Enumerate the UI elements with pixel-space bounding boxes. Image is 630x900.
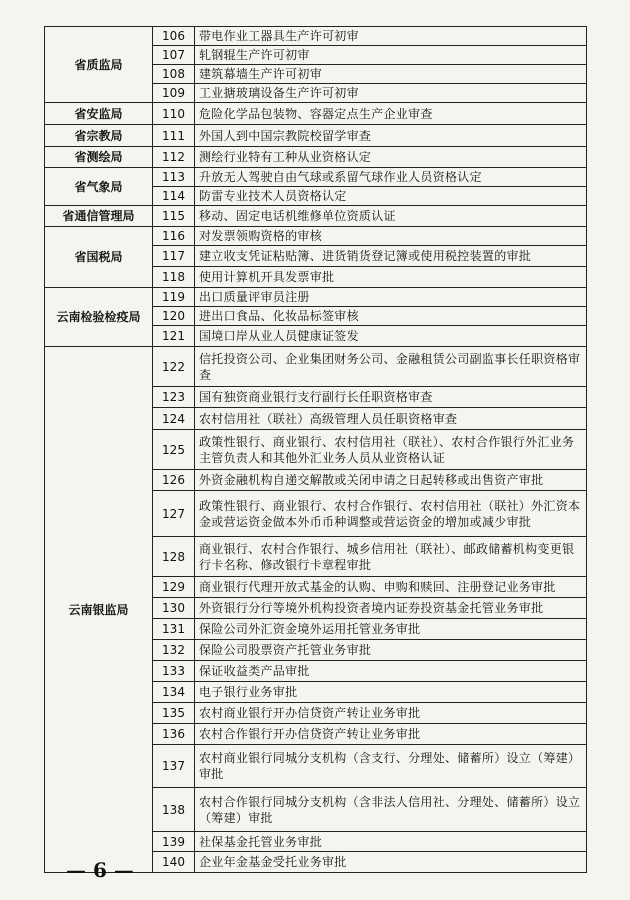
item-name-cell: 保证收益类产品审批 — [195, 661, 587, 682]
item-number-cell: 136 — [153, 724, 195, 745]
item-name-cell: 外资银行分行等境外机构投资者境内证券投资基金托管业务审批 — [195, 598, 587, 619]
item-number-cell: 131 — [153, 619, 195, 640]
item-number-cell: 119 — [153, 288, 195, 307]
item-name-cell: 政策性银行、商业银行、农村信用社（联社）、农村合作银行外汇业务主管负责人和其他外汇业务人员从业资格认证 — [195, 430, 587, 470]
item-name-cell: 农村合作银行同城分支机构（含非法人信用社、分理处、储蓄所）设立（筹建）审批 — [195, 788, 587, 832]
item-name-cell: 外国人到中国宗教院校留学审查 — [195, 125, 587, 147]
item-number-cell: 121 — [153, 326, 195, 347]
item-number-cell: 135 — [153, 703, 195, 724]
item-number-cell: 113 — [153, 168, 195, 187]
item-number-cell: 107 — [153, 46, 195, 65]
table-row — [45, 147, 587, 168]
item-name-cell: 测绘行业特有工种从业资格认定 — [195, 147, 587, 168]
item-number-cell: 137 — [153, 745, 195, 788]
item-name-cell: 企业年金基金受托业务审批 — [195, 852, 587, 873]
item-number-cell: 134 — [153, 682, 195, 703]
table-row — [45, 103, 587, 125]
item-number-cell: 128 — [153, 537, 195, 577]
item-name-cell: 商业银行、农村合作银行、城乡信用社（联社）、邮政储蓄机构变更银行卡名称、修改银行卡章程审批 — [195, 537, 587, 577]
department-cell: 省测绘局 — [45, 147, 153, 168]
item-number-cell: 138 — [153, 788, 195, 832]
item-name-cell: 进出口食品、化妆品标签审核 — [195, 307, 587, 326]
item-name-cell: 防雷专业技术人员资格认定 — [195, 187, 587, 206]
item-name-cell: 保险公司股票资产托管业务审批 — [195, 640, 587, 661]
table-row — [45, 206, 587, 227]
item-number-cell: 127 — [153, 491, 195, 537]
department-cell: 省安监局 — [45, 103, 153, 125]
item-number-cell: 114 — [153, 187, 195, 206]
item-number-cell: 108 — [153, 65, 195, 84]
item-name-cell: 升放无人驾驶自由气球或系留气球作业人员资格认定 — [195, 168, 587, 187]
item-number-cell: 118 — [153, 267, 195, 288]
item-number-cell: 126 — [153, 470, 195, 491]
item-number-cell: 139 — [153, 832, 195, 852]
page-number: — 6 — — [66, 858, 134, 882]
item-name-cell: 社保基金托管业务审批 — [195, 832, 587, 852]
item-name-cell: 工业搪玻璃设备生产许可初审 — [195, 84, 587, 103]
item-name-cell: 保险公司外汇资金境外运用托管业务审批 — [195, 619, 587, 640]
item-name-cell: 农村商业银行开办信贷资产转让业务审批 — [195, 703, 587, 724]
table-body — [45, 27, 587, 873]
item-number-cell: 133 — [153, 661, 195, 682]
item-name-cell: 农村商业银行同城分支机构（含支行、分理处、储蓄所）设立（筹建）审批 — [195, 745, 587, 788]
item-name-cell: 信托投资公司、企业集团财务公司、金融租赁公司副监事长任职资格审查 — [195, 347, 587, 387]
department-cell: 省质监局 — [45, 27, 153, 103]
item-name-cell: 移动、固定电话机维修单位资质认证 — [195, 206, 587, 227]
item-number-cell: 112 — [153, 147, 195, 168]
table-row — [45, 125, 587, 147]
item-name-cell: 对发票领购资格的审核 — [195, 227, 587, 246]
item-name-cell: 建筑幕墙生产许可初审 — [195, 65, 587, 84]
item-name-cell: 使用计算机开具发票审批 — [195, 267, 587, 288]
approval-items-table — [44, 26, 587, 873]
item-number-cell: 125 — [153, 430, 195, 470]
item-number-cell: 115 — [153, 206, 195, 227]
item-name-cell: 危险化学品包装物、容器定点生产企业审查 — [195, 103, 587, 125]
table-row — [45, 347, 587, 387]
table-row — [45, 168, 587, 187]
table-row — [45, 288, 587, 307]
item-number-cell: 109 — [153, 84, 195, 103]
department-cell: 省国税局 — [45, 227, 153, 288]
item-name-cell: 出口质量评审员注册 — [195, 288, 587, 307]
item-name-cell: 外资金融机构自递交解散或关闭申请之日起转移或出售资产审批 — [195, 470, 587, 491]
item-name-cell: 轧钢辊生产许可初审 — [195, 46, 587, 65]
item-name-cell: 电子银行业务审批 — [195, 682, 587, 703]
item-number-cell: 116 — [153, 227, 195, 246]
item-name-cell: 商业银行代理开放式基金的认购、申购和赎回、注册登记业务审批 — [195, 577, 587, 598]
department-cell: 省宗教局 — [45, 125, 153, 147]
item-number-cell: 122 — [153, 347, 195, 387]
department-cell: 云南银监局 — [45, 347, 153, 873]
department-cell: 省气象局 — [45, 168, 153, 206]
item-number-cell: 106 — [153, 27, 195, 46]
department-cell: 省通信管理局 — [45, 206, 153, 227]
item-number-cell: 129 — [153, 577, 195, 598]
item-number-cell: 140 — [153, 852, 195, 873]
item-number-cell: 130 — [153, 598, 195, 619]
item-number-cell: 120 — [153, 307, 195, 326]
item-name-cell: 政策性银行、商业银行、农村合作银行、农村信用社（联社）外汇资本金或营运资金做本外币币种调整或营运资金的增加或减少审批 — [195, 491, 587, 537]
item-number-cell: 117 — [153, 246, 195, 267]
item-name-cell: 农村合作银行开办信贷资产转让业务审批 — [195, 724, 587, 745]
item-name-cell: 带电作业工器具生产许可初审 — [195, 27, 587, 46]
table-row — [45, 227, 587, 246]
item-name-cell: 建立收支凭证粘贴簿、进货销货登记簿或使用税控装置的审批 — [195, 246, 587, 267]
item-number-cell: 123 — [153, 387, 195, 408]
item-name-cell: 国境口岸从业人员健康证签发 — [195, 326, 587, 347]
item-name-cell: 农村信用社（联社）高级管理人员任职资格审查 — [195, 408, 587, 430]
item-number-cell: 111 — [153, 125, 195, 147]
department-cell: 云南检验检疫局 — [45, 288, 153, 347]
item-number-cell: 110 — [153, 103, 195, 125]
item-number-cell: 132 — [153, 640, 195, 661]
item-name-cell: 国有独资商业银行支行副行长任职资格审查 — [195, 387, 587, 408]
item-number-cell: 124 — [153, 408, 195, 430]
table-row — [45, 27, 587, 46]
